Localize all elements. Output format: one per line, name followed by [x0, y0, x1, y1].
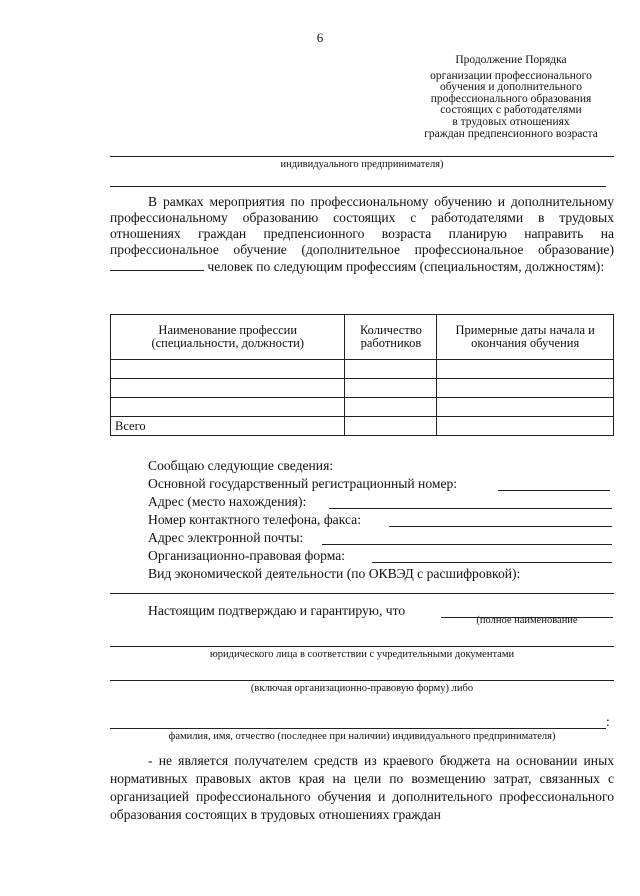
document-header	[396, 55, 626, 140]
paragraph-text-2: человек по следующим профессиям (специальностям, должностям):	[207, 259, 605, 274]
table-cell[interactable]	[345, 417, 437, 436]
legal-form-field[interactable]	[372, 562, 612, 563]
col-header-profession: Наименование профессии (специальности, должности)	[111, 315, 345, 360]
total-label: Всего	[111, 417, 345, 436]
table-cell[interactable]	[111, 398, 345, 417]
email-label: Адрес электронной почты:	[148, 530, 304, 545]
table-row	[111, 360, 614, 379]
entrepreneur-name-field[interactable]	[110, 728, 606, 729]
table-row	[111, 379, 614, 398]
table-cell[interactable]	[111, 379, 345, 398]
table-row	[111, 398, 614, 417]
email-field[interactable]	[322, 544, 612, 545]
caption-entity: юридического лица в соответствии с учредительными документами	[209, 649, 515, 660]
page-number: 6	[316, 30, 324, 45]
table-total-row	[111, 417, 614, 436]
header-line: организации профессионального	[430, 69, 592, 82]
caption-entrepreneur: фамилия, имя, отчество (последнее при наличии) индивидуального предпринимателя)	[168, 731, 556, 742]
table-cell[interactable]	[111, 360, 345, 379]
okved-field[interactable]	[110, 593, 614, 594]
table-cell[interactable]	[345, 379, 437, 398]
address-label: Адрес (место нахождения):	[148, 494, 307, 509]
paragraph-text-1: В рамках мероприятия по профессиональному обучению и дополнительному профессиональному образованию состоящих с работодателями в трудовых отношениях граждан предпенсионного возраста планирую направить на профессиональное обучение (дополнительное профессиональное образование)	[110, 194, 614, 257]
phone-label: Номер контактного телефона, факса:	[148, 512, 361, 527]
table-cell[interactable]	[437, 379, 614, 398]
table-cell[interactable]	[437, 360, 614, 379]
table-header-row	[111, 315, 614, 360]
entity-name-field[interactable]	[110, 646, 614, 647]
bottom-paragraph-text: - не является получателем средств из краевого бюджета на основании иных нормативных правовых актов края на цели по возмещению затрат, связанных с организацией профессионального обучения и дополнительного профессионального образования состоящих в трудовых отношениях граждан	[110, 753, 614, 822]
address-field[interactable]	[329, 508, 612, 509]
colon: :	[606, 714, 610, 729]
col-header-count: Количество работников	[345, 315, 437, 360]
header-line: в трудовых отношениях	[452, 115, 570, 128]
table-cell[interactable]	[345, 360, 437, 379]
okved-label: Вид экономической деятельности (по ОКВЭД с расшифровкой):	[148, 566, 521, 581]
header-line: граждан предпенсионного возраста	[424, 127, 598, 140]
info-intro: Сообщаю следующие сведения:	[148, 458, 334, 473]
caption-top: индивидуального предпринимателя)	[280, 159, 444, 170]
fill-line	[110, 186, 606, 187]
header-line: обучения и дополнительного	[440, 81, 582, 94]
ogrn-field[interactable]	[498, 490, 610, 491]
bottom-paragraph	[110, 752, 614, 824]
caption-full-name: (полное наименование	[476, 615, 578, 626]
phone-field[interactable]	[389, 526, 612, 527]
professions-table	[110, 314, 614, 436]
header-line: состоящих с работодателями	[440, 104, 582, 117]
ogrn-label: Основной государственный регистрационный номер:	[148, 476, 458, 491]
people-count-blank[interactable]	[110, 258, 204, 271]
confirm-text: Настоящим подтверждаю и гарантирую, что	[148, 603, 406, 618]
fill-line	[110, 156, 614, 157]
table-cell[interactable]	[437, 417, 614, 436]
table-cell[interactable]	[345, 398, 437, 417]
table-cell[interactable]	[437, 398, 614, 417]
legal-form-label: Организационно-правовая форма:	[148, 548, 346, 563]
header-line: Продолжение Порядка	[455, 54, 567, 66]
header-line: профессионального образования	[430, 92, 592, 105]
caption-legal-form: (включая организационно-правовую форму) либо	[250, 683, 474, 694]
col-header-dates: Примерные даты начала и окончания обучения	[437, 315, 614, 360]
intro-paragraph	[110, 194, 614, 275]
legal-form-name-field[interactable]	[110, 680, 614, 681]
